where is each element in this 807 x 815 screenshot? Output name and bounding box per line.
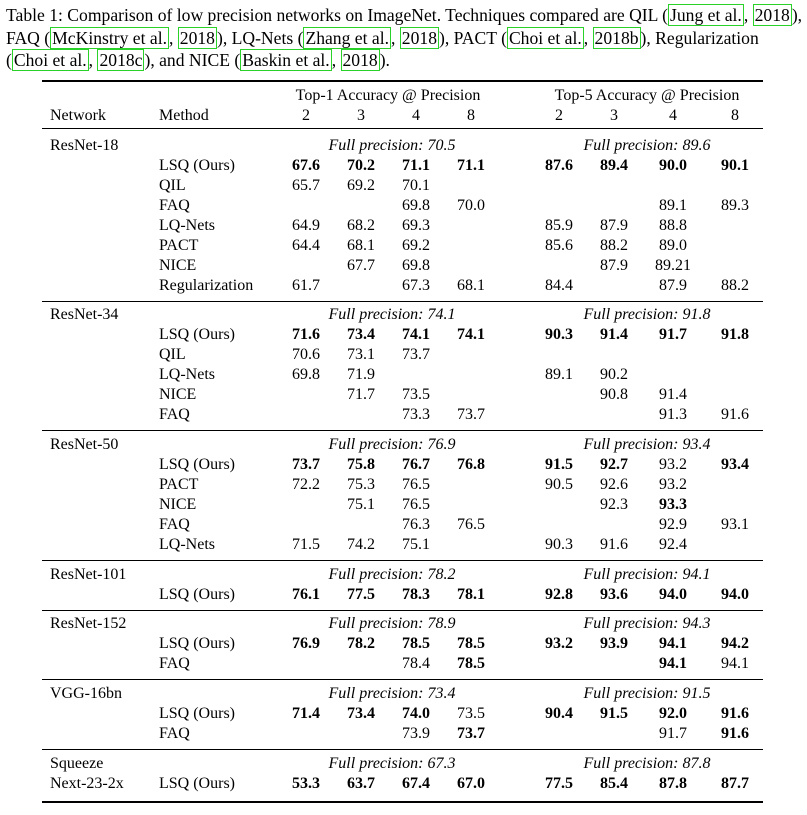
top1-value: 73.7 [457,725,485,742]
network-name: ResNet-50 [50,436,119,453]
top1-value: 70.1 [402,177,430,194]
top1-value: 76.1 [292,586,320,603]
top5-value: 90.3 [545,536,573,553]
top1-value: 73.7 [292,456,320,473]
method-name: LSQ (Ours) [159,775,235,792]
citation-link[interactable]: 2018 [342,50,378,70]
top1-value: 75.3 [347,476,375,493]
full-precision-top5: Full precision: 94.3 [583,615,711,632]
method-name: LQ-Nets [159,217,215,234]
top1-value: 74.0 [402,705,430,722]
top5-value: 93.3 [659,496,687,513]
top5-value: 91.4 [600,326,628,343]
top5-value: 88.2 [600,237,628,254]
top1-value: 77.5 [347,586,375,603]
caption-text: ), PACT ( [438,27,507,48]
top5-value: 89.3 [721,197,749,214]
top5-value: 91.6 [600,536,628,553]
method-name: LQ-Nets [159,366,215,383]
top1-value: 71.5 [292,536,320,553]
caption-text: , [331,50,341,70]
citation-link[interactable]: Baskin et al. [242,50,330,70]
top1-value: 73.7 [402,346,430,363]
full-precision-top5: Full precision: 87.8 [583,755,711,772]
top5-value: 88.2 [721,277,749,294]
top5-value: 92.9 [659,516,687,533]
top5-value: 91.4 [659,386,687,403]
top1-value: 78.1 [457,586,485,603]
top1-value: 69.8 [402,197,430,214]
caption-text: ), LQ-Nets ( [216,27,304,48]
citation-link[interactable]: 2018c [99,50,143,70]
top1-value: 64.4 [292,237,320,254]
full-precision-top5: Full precision: 94.1 [583,566,711,583]
header-top5-group: Top-5 Accuracy @ Precision [554,87,740,104]
full-precision-top5: Full precision: 93.4 [583,436,711,453]
method-name: QIL [159,177,186,194]
top1-value: 73.4 [347,326,375,343]
top1-value: 73.5 [457,705,485,722]
caption-text: ), and NICE ( [144,50,241,70]
top5-value: 90.8 [600,386,628,403]
top5-value: 93.9 [600,635,628,652]
top1-value: 73.3 [402,406,430,423]
top5-value: 93.2 [545,635,573,652]
top1-value: 71.9 [347,366,375,383]
method-name: LSQ (Ours) [159,456,235,473]
top1-value: 69.3 [402,217,430,234]
top5-value: 87.9 [659,277,687,294]
top1-value: 75.1 [347,496,375,513]
top5-value: 92.3 [600,496,628,513]
network-name: ResNet-18 [50,137,119,154]
caption-text: , [391,27,400,48]
method-name: FAQ [159,197,190,214]
method-name: NICE [159,257,197,274]
top5-value: 85.4 [600,775,628,792]
header-precision: 3 [357,107,365,124]
table-bottom-rule [42,801,763,803]
method-name: PACT [159,237,199,254]
top5-value: 91.5 [600,705,628,722]
top5-value: 92.7 [600,456,628,473]
method-name: LSQ (Ours) [159,586,235,603]
top5-value: 90.1 [721,157,749,174]
method-name: FAQ [159,516,190,533]
top1-value: 69.8 [402,257,430,274]
full-precision-top1: Full precision: 76.9 [328,436,456,453]
top5-value: 89.1 [545,366,573,383]
top1-value: 75.8 [347,456,375,473]
header-method: Method [159,107,209,124]
top1-value: 78.2 [347,635,375,652]
top5-value: 91.6 [721,406,749,423]
top1-value: 71.6 [292,326,320,343]
top5-value: 92.6 [600,476,628,493]
header-precision: 4 [412,107,420,124]
top5-value: 94.1 [721,655,749,672]
top1-value: 67.7 [347,257,375,274]
header-network: Network [50,107,106,124]
top5-value: 94.1 [659,655,687,672]
top5-value: 93.2 [659,476,687,493]
top1-value: 78.4 [402,655,430,672]
method-name: QIL [159,346,186,363]
top5-value: 92.4 [659,536,687,553]
top1-value: 63.7 [347,775,375,792]
top5-value: 87.9 [600,217,628,234]
network-name: VGG-16bn [50,685,122,702]
method-name: FAQ [159,655,190,672]
top5-value: 93.1 [721,516,749,533]
top1-value: 68.1 [457,277,485,294]
top1-value: 76.8 [457,456,485,473]
top1-value: 67.4 [402,775,430,792]
header-top1-group: Top-1 Accuracy @ Precision [295,87,481,104]
top5-value: 90.4 [545,705,573,722]
citation-link[interactable]: Choi et al. [13,50,87,70]
top1-value: 61.7 [292,277,320,294]
top1-value: 76.5 [402,476,430,493]
top5-value: 94.1 [659,635,687,652]
citation-link[interactable]: Choi et al. [508,27,582,48]
caption-text: , [168,27,178,48]
header-precision: 2 [555,107,563,124]
top1-value: 67.6 [292,157,320,174]
top5-value: 94.0 [659,586,687,603]
top1-value: 68.1 [347,237,375,254]
top1-value: 67.3 [402,277,430,294]
top1-value: 73.1 [347,346,375,363]
caption-text: ), Regularization ( [6,27,759,70]
header-precision: 8 [467,107,475,124]
top5-value: 89.4 [600,157,628,174]
top5-value: 84.4 [545,277,573,294]
top5-value: 89.21 [655,257,691,274]
top5-value: 94.0 [721,586,749,603]
top5-value: 91.6 [721,725,749,742]
full-precision-top1: Full precision: 73.4 [328,685,456,702]
top5-value: 91.5 [545,456,573,473]
top1-value: 65.7 [292,177,320,194]
method-name: NICE [159,496,197,513]
top5-value: 93.2 [659,456,687,473]
citation-link[interactable]: 2018 [179,27,215,48]
method-name: LQ-Nets [159,536,215,553]
top1-value: 74.1 [457,326,485,343]
top5-value: 94.2 [721,635,749,652]
top1-value: 74.1 [402,326,430,343]
top5-value: 91.6 [721,705,749,722]
top5-value: 87.6 [545,157,573,174]
top1-value: 71.4 [292,705,320,722]
citation-link[interactable]: McKinstry et al. [52,27,167,48]
network-name: Next-23-2x [50,775,124,792]
top5-value: 90.2 [600,366,628,383]
top1-value: 73.5 [402,386,430,403]
full-precision-top5: Full precision: 91.5 [583,685,711,702]
top1-value: 72.2 [292,476,320,493]
top1-value: 76.9 [292,635,320,652]
citation-link[interactable]: 2018 [401,27,437,48]
section-rule [42,610,763,611]
full-precision-top1: Full precision: 78.2 [328,566,456,583]
top1-value: 70.2 [347,157,375,174]
citation-link[interactable]: 2018b [594,27,639,48]
citation-link[interactable]: 2018 [754,5,790,25]
top5-value: 89.0 [659,237,687,254]
top1-value: 68.2 [347,217,375,234]
top5-value: 91.3 [659,406,687,423]
top5-value: 88.8 [659,217,687,234]
top1-value: 71.7 [347,386,375,403]
top5-value: 92.0 [659,705,687,722]
method-name: LSQ (Ours) [159,705,235,722]
top5-value: 85.9 [545,217,573,234]
network-name: ResNet-101 [50,566,127,583]
top5-value: 87.9 [600,257,628,274]
top5-value: 77.5 [545,775,573,792]
method-name: LSQ (Ours) [159,326,235,343]
network-name: ResNet-34 [50,306,119,323]
caption-text: , [583,27,593,48]
top5-value: 90.0 [659,157,687,174]
full-precision-top1: Full precision: 70.5 [328,137,456,154]
full-precision-top5: Full precision: 91.8 [583,306,711,323]
full-precision-top1: Full precision: 74.1 [328,306,456,323]
top5-value: 90.3 [545,326,573,343]
top5-value: 90.5 [545,476,573,493]
top1-value: 53.3 [292,775,320,792]
top1-value: 76.5 [402,496,430,513]
top1-value: 69.2 [402,237,430,254]
citation-link[interactable]: Jung et al. [670,5,742,25]
section-rule [42,430,763,431]
top5-value: 85.6 [545,237,573,254]
caption-text: Table 1: Comparison of low precision networks on ImageNet. Techniques compared are QIL ( [6,5,668,25]
top1-value: 70.0 [457,197,485,214]
top1-value: 73.9 [402,725,430,742]
top1-value: 76.7 [402,456,430,473]
method-name: PACT [159,476,199,493]
top1-value: 78.3 [402,586,430,603]
header-precision: 4 [669,107,677,124]
method-name: FAQ [159,406,190,423]
top1-value: 74.2 [347,536,375,553]
top1-value: 76.5 [457,516,485,533]
top5-value: 91.8 [721,326,749,343]
top1-value: 69.2 [347,177,375,194]
top5-value: 91.7 [659,326,687,343]
header-precision: 8 [731,107,739,124]
caption-text: ), FAQ ( [6,5,803,48]
method-name: NICE [159,386,197,403]
top5-value: 87.8 [659,775,687,792]
network-name: ResNet-152 [50,615,127,632]
method-name: FAQ [159,725,190,742]
top1-value: 75.1 [402,536,430,553]
top1-value: 78.5 [457,635,485,652]
top1-value: 69.8 [292,366,320,383]
top5-value: 89.1 [659,197,687,214]
full-precision-top1: Full precision: 78.9 [328,615,456,632]
header-precision: 3 [610,107,618,124]
method-name: LSQ (Ours) [159,635,235,652]
top1-value: 71.1 [402,157,430,174]
top1-value: 76.3 [402,516,430,533]
top1-value: 71.1 [457,157,485,174]
full-precision-top1: Full precision: 67.3 [328,755,456,772]
top1-value: 73.4 [347,705,375,722]
caption-text: , [88,50,98,70]
top5-value: 93.6 [600,586,628,603]
top5-value: 93.4 [721,456,749,473]
section-rule [42,301,763,302]
top5-value: 91.7 [659,725,687,742]
full-precision-top5: Full precision: 89.6 [583,137,711,154]
top5-value: 92.8 [545,586,573,603]
network-name: Squeeze [50,755,104,772]
table-top-rule [42,80,763,82]
top1-value: 67.0 [457,775,485,792]
caption-text: ). [379,50,390,70]
citation-link[interactable]: Zhang et al. [305,27,389,48]
header-rule [42,128,763,129]
method-name: Regularization [159,277,254,294]
header-precision: 2 [302,107,310,124]
section-rule [42,679,763,680]
section-rule [42,749,763,750]
top5-value: 87.7 [721,775,749,792]
top1-value: 78.5 [402,635,430,652]
caption-text: , [743,5,753,25]
top1-value: 78.5 [457,655,485,672]
top1-value: 73.7 [457,406,485,423]
top1-value: 64.9 [292,217,320,234]
top1-value: 70.6 [292,346,320,363]
method-name: LSQ (Ours) [159,157,235,174]
section-rule [42,560,763,561]
